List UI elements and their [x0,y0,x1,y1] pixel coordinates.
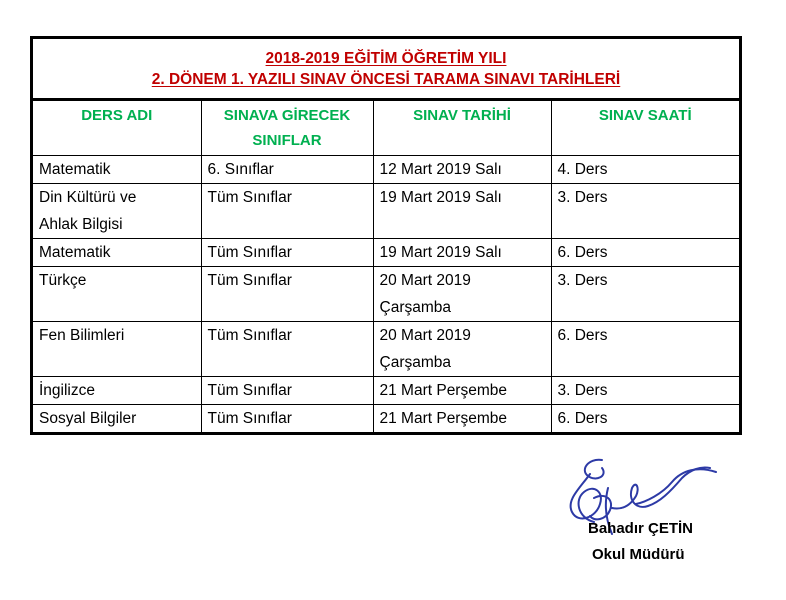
ders-cell [33,239,201,267]
sinif-cell-text: Tüm Sınıflar [207,382,292,399]
exam-schedule-document [30,36,742,435]
ders-cell-text: Matematik [39,161,111,178]
sinif-cell [201,377,373,405]
tarih-cell [373,184,551,239]
sinif-cell [201,322,373,377]
saat-cell [551,322,739,377]
ders-cell [33,184,201,239]
tarih-cell-text: 19 Mart 2019 Salı [379,244,502,261]
saat-cell-text: 6. Ders [557,410,608,427]
tarih-cell [373,377,551,405]
document-title [33,39,739,101]
tarih-cell [373,267,551,322]
saat-cell-text: 3. Ders [557,272,608,289]
title-line-2: 2. DÖNEM 1. YAZILI SINAV ÖNCESİ TARAMA SINAVI TARİHLERİ [151,71,621,88]
sinif-cell [201,239,373,267]
saat-cell [551,405,739,433]
exam-schedule-table [33,101,739,432]
ders-cell [33,405,201,433]
saat-cell [551,267,739,322]
table-row [33,405,739,433]
sinif-cell [201,405,373,433]
saat-cell-text: 3. Ders [557,382,608,399]
tarih-cell-text: 21 Mart Perşembe [379,410,507,427]
column-header-siniflar [201,101,373,156]
column-header-sinav-saati: SINAV SAATİ [551,101,739,156]
ders-cell-text: Sosyal Bilgiler [39,410,137,427]
ders-cell [33,377,201,405]
sinif-cell-text: Tüm Sınıflar [207,410,292,427]
ders-cell-text: Matematik [39,244,111,261]
ders-cell-text: İngilizce [39,382,95,399]
ders-cell-text: Fen Bilimleri [39,327,125,344]
tarih-cell-text: Çarşamba [379,299,451,316]
column-header-sinav-tarihi: SINAV TARİHİ [373,101,551,156]
table-header-row [33,101,739,156]
sinif-cell [201,184,373,239]
column-header-siniflar-line1: SINAVA GİRECEK [223,107,351,124]
saat-cell-text: 3. Ders [557,189,608,206]
sinif-cell-text: 6. Sınıflar [207,161,274,178]
ders-cell-text: Din Kültürü ve [39,189,137,206]
table-row [33,239,739,267]
tarih-cell [373,405,551,433]
tarih-cell-text: 20 Mart 2019 [379,327,471,344]
saat-cell-text: 4. Ders [557,161,608,178]
tarih-cell [373,322,551,377]
title-line-1: 2018-2019 EĞİTİM ÖĞRETİM YILI [265,50,507,67]
tarih-cell-text: Çarşamba [379,354,451,371]
table-row [33,267,739,322]
table-row [33,184,739,239]
sinif-cell-text: Tüm Sınıflar [207,189,292,206]
ders-cell [33,156,201,184]
sinif-cell-text: Tüm Sınıflar [207,244,292,261]
saat-cell [551,156,739,184]
saat-cell-text: 6. Ders [557,327,608,344]
tarih-cell-text: 12 Mart 2019 Salı [379,161,502,178]
column-header-ders-adi: DERS ADI [33,101,201,156]
signature-name: Bahadır ÇETİN [588,520,694,537]
table-row [33,322,739,377]
tarih-cell-text: 19 Mart 2019 Salı [379,189,502,206]
saat-cell [551,239,739,267]
sinif-cell-text: Tüm Sınıflar [207,327,292,344]
sinif-cell [201,156,373,184]
ders-cell [33,267,201,322]
tarih-cell-text: 21 Mart Perşembe [379,382,507,399]
sinif-cell-text: Tüm Sınıflar [207,272,292,289]
sinif-cell [201,267,373,322]
ders-cell-text: Türkçe [39,272,87,289]
ders-cell [33,322,201,377]
signature-role: Okul Müdürü [592,546,685,563]
table-row [33,377,739,405]
tarih-cell-text: 20 Mart 2019 [379,272,471,289]
tarih-cell [373,156,551,184]
saat-cell [551,377,739,405]
saat-cell [551,184,739,239]
tarih-cell [373,239,551,267]
ders-cell-text: Ahlak Bilgisi [39,216,123,233]
table-row [33,156,739,184]
column-header-siniflar-line2: SINIFLAR [252,132,322,149]
saat-cell-text: 6. Ders [557,244,608,261]
